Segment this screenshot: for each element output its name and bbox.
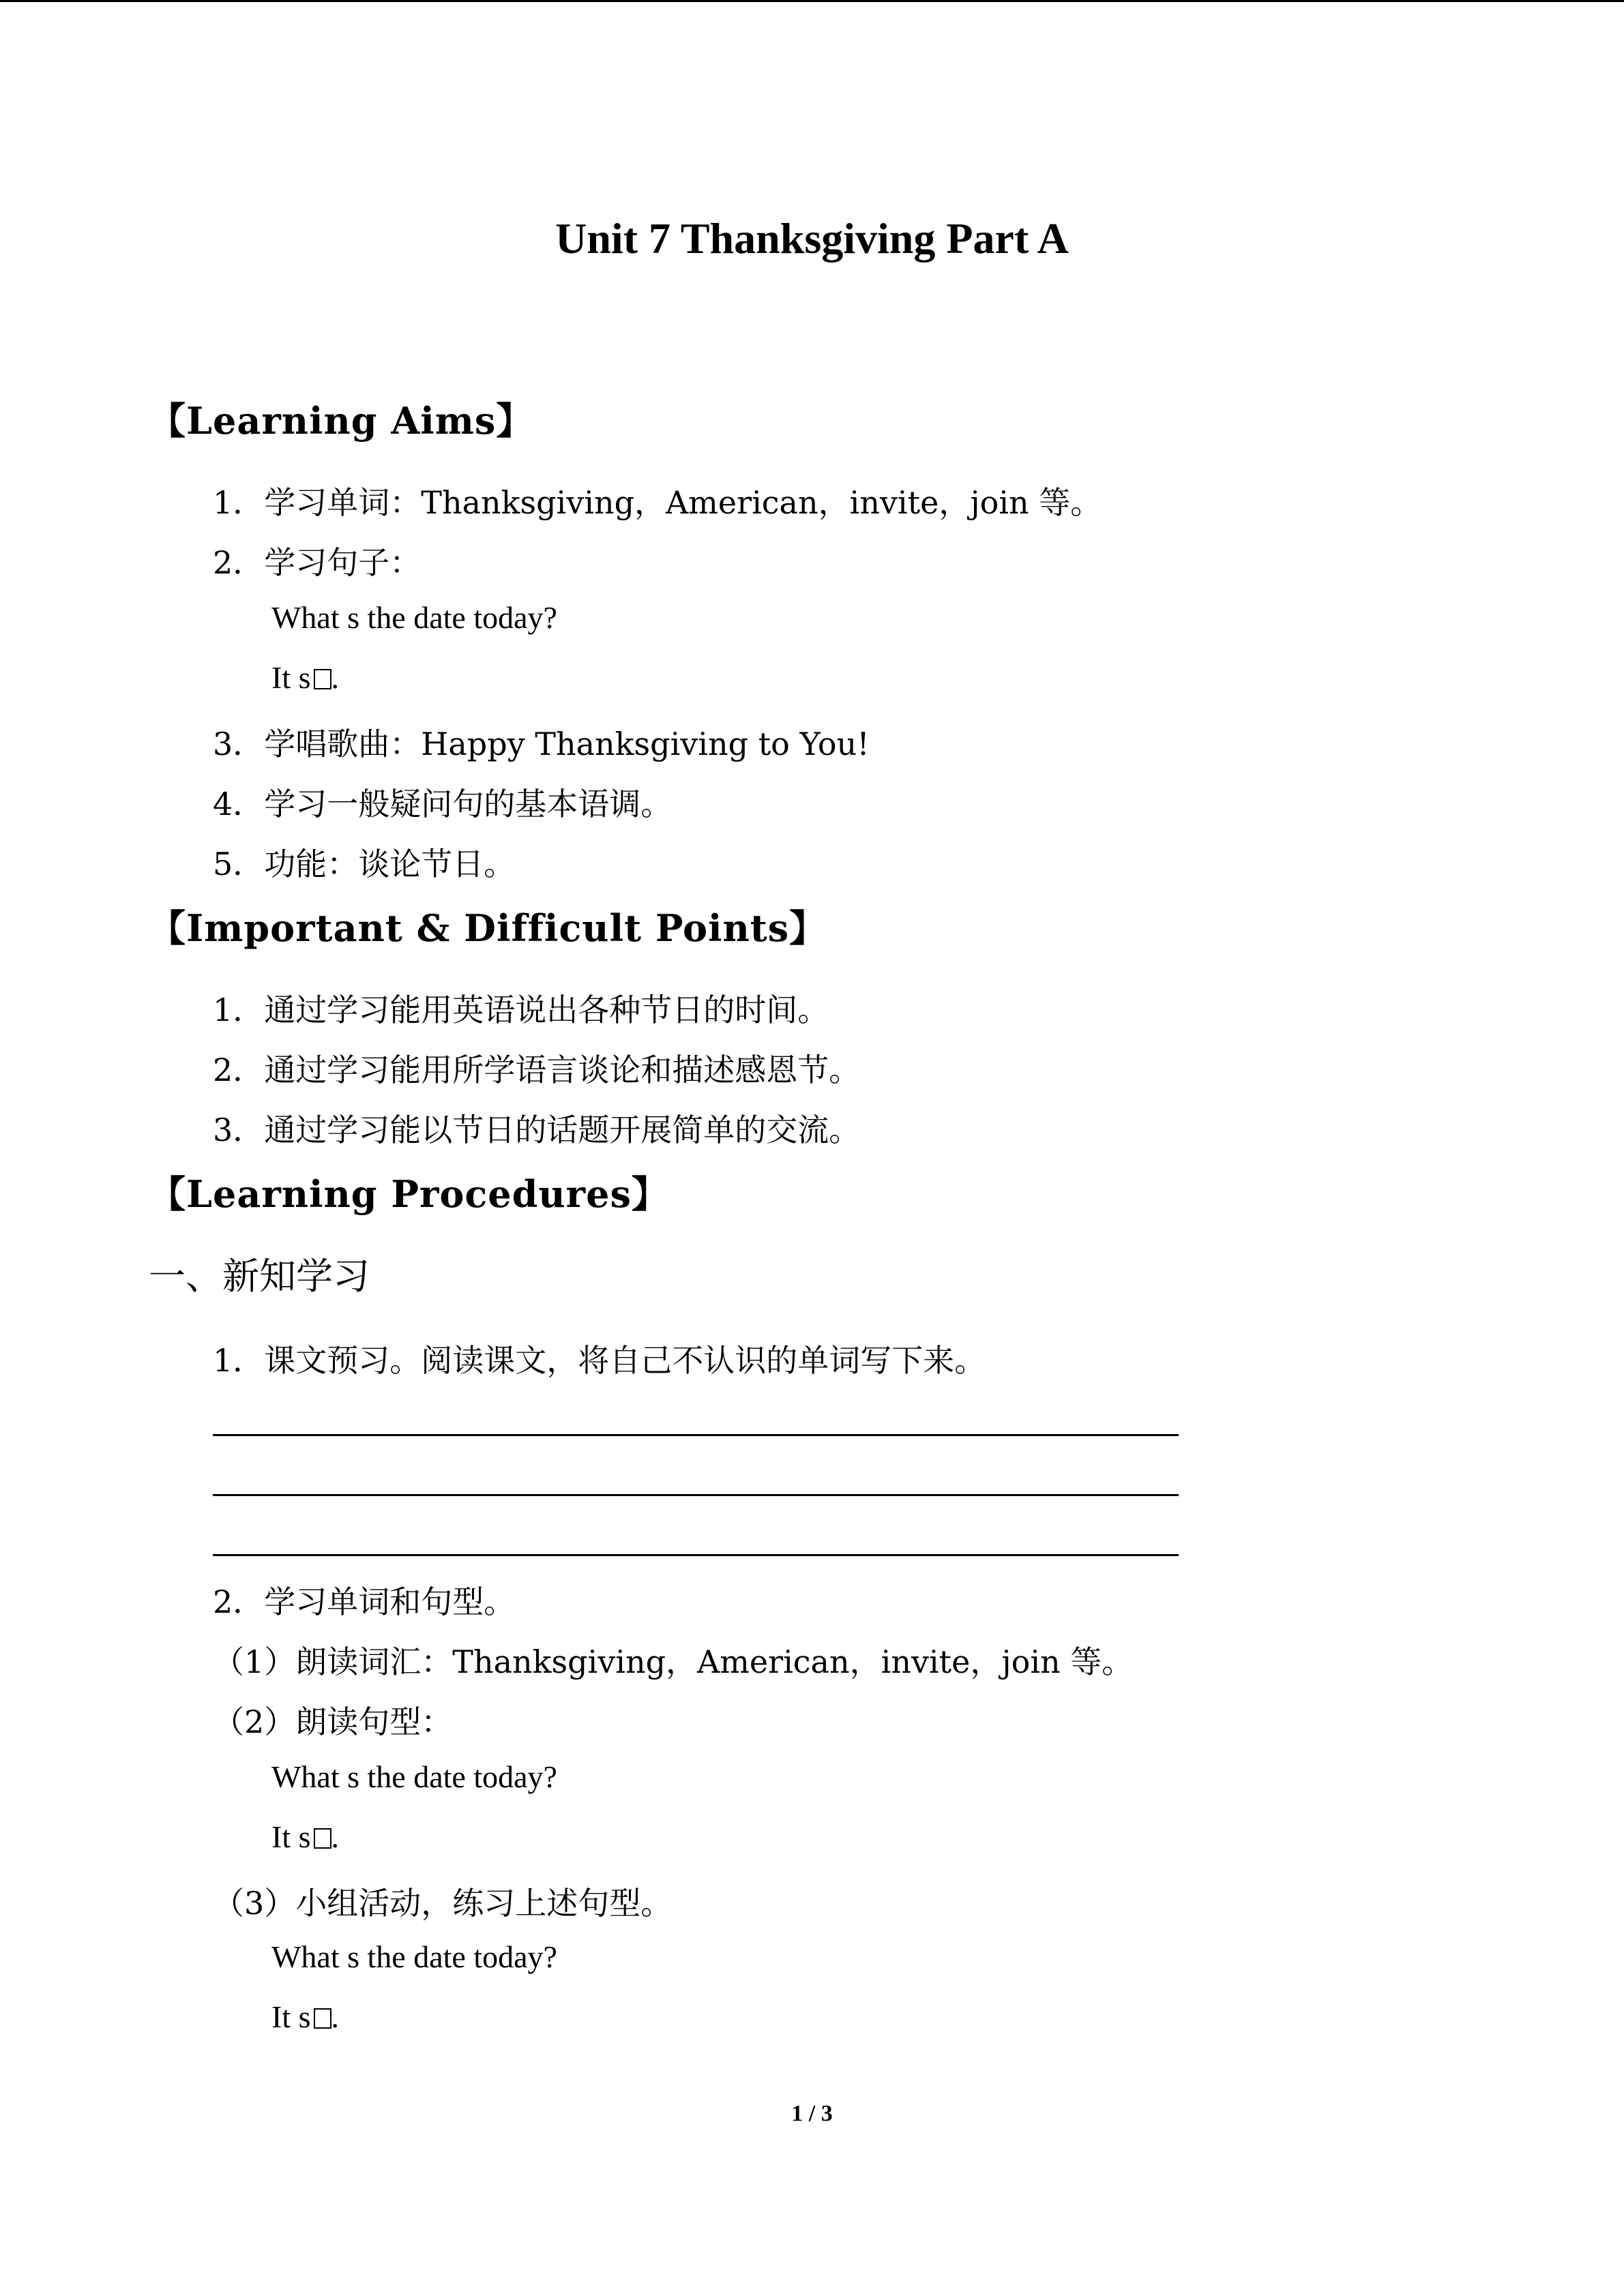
aim-sentence-question: What s the date today? xyxy=(271,600,557,635)
sub-step-3-answer: It s . xyxy=(271,1999,339,2034)
page-title: Unit 7 Thanksgiving Part A xyxy=(555,214,1069,263)
aim-sentence-answer: It s . xyxy=(271,660,339,695)
sub-step-2: （2）朗读句型： xyxy=(213,1703,453,1740)
learning-aims-heading: 【Learning Aims】 xyxy=(149,399,534,443)
step-2: 2．学习单词和句型。 xyxy=(213,1583,516,1620)
important-points-heading: 【Important & Difficult Points】 xyxy=(149,906,827,950)
point-item-2: 2．通过学习能用所学语言谈论和描述感恩节。 xyxy=(213,1052,861,1088)
blank-box xyxy=(314,2008,331,2029)
answer-line-2 xyxy=(213,1494,1179,1496)
answer-line-1 xyxy=(213,1434,1179,1436)
sub-step-3-question: What s the date today? xyxy=(271,1939,557,1974)
blank-box xyxy=(314,1828,331,1849)
procedures-heading: 【Learning Procedures】 xyxy=(149,1172,669,1216)
point-item-1: 1．通过学习能用英语说出各种节日的时间。 xyxy=(213,992,829,1028)
sub-step-2-answer: It s . xyxy=(271,1819,339,1854)
aim-item-1: 1．学习单词：Thanksgiving，American，invite，join 等。 xyxy=(213,484,1102,521)
sub-step-2-question: What s the date today? xyxy=(271,1759,557,1794)
sub-step-1: （1）朗读词汇：Thanksgiving，American，invite，join 等。 xyxy=(213,1643,1134,1680)
aim-item-2: 2．学习句子： xyxy=(213,544,422,581)
aim-item-4: 4．学习一般疑问句的基本语调。 xyxy=(213,786,673,822)
step-1: 1．课文预习。阅读课文，将自己不认识的单词写下来。 xyxy=(213,1342,986,1379)
aim-item-3: 3．学唱歌曲：Happy Thanksgiving to You! xyxy=(213,726,870,762)
section-new-knowledge: 一、新知学习 xyxy=(149,1255,370,1298)
blank-box xyxy=(314,669,331,689)
point-item-3: 3．通过学习能以节日的话题开展简单的交流。 xyxy=(213,1112,861,1148)
aim-item-5: 5．功能：谈论节日。 xyxy=(213,846,516,882)
answer-line-3 xyxy=(213,1554,1179,1556)
sub-step-3: （3）小组活动，练习上述句型。 xyxy=(213,1885,673,1922)
page-number: 1 / 3 xyxy=(791,2101,833,2126)
